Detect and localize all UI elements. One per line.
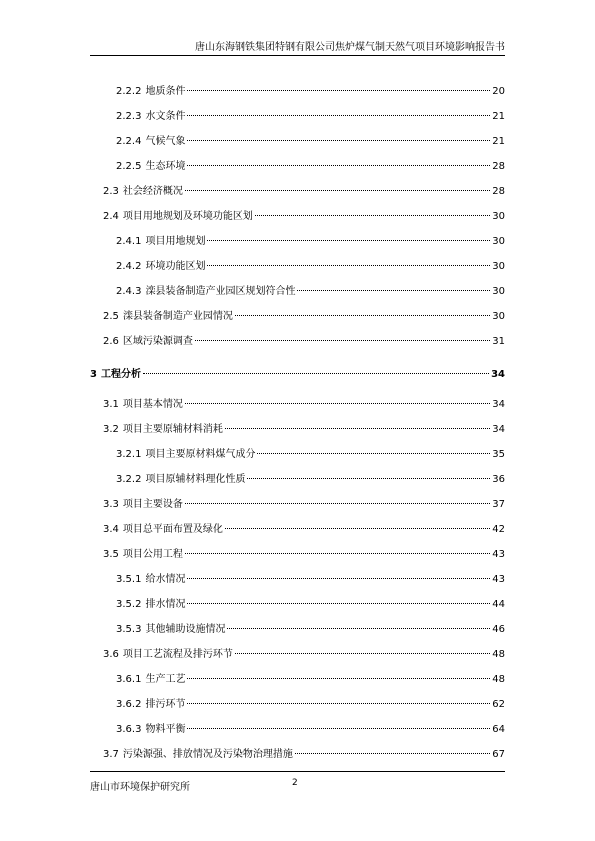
toc-dot-leader (225, 528, 490, 529)
toc-entry-title: 给水情况 (145, 574, 186, 585)
toc-entry[interactable] (116, 157, 505, 172)
toc-entry-page: 30 (492, 311, 505, 322)
toc-entry-number: 3.2 (103, 424, 119, 435)
toc-entry-page: 64 (492, 724, 505, 735)
footer-organization: 唐山市环境保护研究所 (90, 782, 190, 793)
toc-entry-page: 37 (492, 499, 505, 510)
toc-entry[interactable] (116, 232, 505, 247)
toc-entry-title: 排污环节 (145, 699, 186, 710)
toc-entry-title: 滦县装备制造产业园区规划符合性 (145, 286, 296, 297)
toc-entry-number: 2.2.5 (116, 161, 142, 172)
toc-entry-number: 2.4.3 (116, 286, 142, 297)
toc-entry-title: 项目用地规划及环境功能区划 (122, 211, 253, 222)
toc-entry-page: 43 (492, 574, 505, 585)
toc-entry-title: 排水情况 (145, 599, 186, 610)
toc-entry-page: 30 (492, 236, 505, 247)
toc-entry-title: 水文条件 (145, 111, 186, 122)
toc-entry[interactable] (103, 307, 505, 322)
toc-entry-number: 2.4 (103, 211, 119, 222)
toc-entry[interactable] (103, 332, 505, 347)
toc-entry[interactable] (103, 520, 505, 535)
toc-entry-page: 30 (492, 286, 505, 297)
toc-dot-leader (187, 115, 490, 116)
toc-entry-page: 67 (492, 749, 505, 760)
toc-dot-leader (185, 403, 490, 404)
toc-dot-leader (187, 703, 490, 704)
toc-entry-number: 3.5.3 (116, 624, 142, 635)
toc-entry-title: 项目基本情况 (122, 399, 183, 410)
toc-entry-title: 物料平衡 (145, 724, 186, 735)
toc-entry-title: 生态环境 (145, 161, 186, 172)
toc-entry-title: 项目原辅材料理化性质 (145, 474, 246, 485)
toc-entry[interactable] (103, 545, 505, 560)
toc-entry-page: 43 (492, 549, 505, 560)
toc-entry-number: 3.2.1 (116, 449, 142, 460)
toc-entry-number: 3.3 (103, 499, 119, 510)
toc-entry-number: 3.6 (103, 649, 119, 660)
toc-entry[interactable] (116, 720, 505, 735)
toc-entry-page: 36 (492, 474, 505, 485)
toc-entry-title: 项目总平面布置及绿化 (122, 524, 223, 535)
toc-dot-leader (187, 578, 490, 579)
toc-dot-leader (227, 628, 490, 629)
toc-dot-leader (225, 428, 490, 429)
toc-entry[interactable] (116, 620, 505, 635)
toc-entry-title: 项目主要原材料煤气成分 (145, 449, 256, 460)
toc-entry[interactable] (116, 82, 505, 97)
toc-entry-title: 滦县装备制造产业园情况 (122, 311, 233, 322)
footer-divider (90, 771, 505, 772)
toc-dot-leader (185, 503, 490, 504)
toc-entry[interactable] (116, 570, 505, 585)
toc-dot-leader (185, 190, 490, 191)
page-number: 2 (292, 778, 298, 788)
toc-entry-page: 48 (492, 649, 505, 660)
toc-entry-page: 62 (492, 699, 505, 710)
toc-entry-page: 34 (492, 399, 505, 410)
toc-entry-title: 环境功能区划 (145, 261, 206, 272)
toc-entry-number: 2.2.4 (116, 136, 142, 147)
toc-entry-number: 3.5.1 (116, 574, 142, 585)
toc-entry[interactable] (116, 470, 505, 485)
toc-entry-number: 3.6.1 (116, 674, 142, 685)
toc-entry-page: 44 (492, 599, 505, 610)
toc-dot-leader (187, 90, 490, 91)
toc-entry-title: 项目公用工程 (122, 549, 183, 560)
header-divider (90, 55, 505, 56)
toc-entry[interactable] (116, 695, 505, 710)
page-header: 唐山东海钢铁集团特钢有限公司焦炉煤气制天然气项目环境影响报告书 (195, 42, 505, 53)
toc-entry[interactable] (116, 282, 505, 297)
toc-entry-title: 项目工艺流程及排污环节 (122, 649, 233, 660)
toc-dot-leader (187, 140, 490, 141)
toc-entry[interactable] (116, 257, 505, 272)
toc-entry-number: 2.4.2 (116, 261, 142, 272)
toc-dot-leader (207, 265, 490, 266)
toc-entry-page: 34 (492, 424, 505, 435)
toc-entry-number: 3.6.2 (116, 699, 142, 710)
toc-entry-page: 48 (492, 674, 505, 685)
toc-entry-page: 34 (491, 369, 505, 380)
toc-entry-number: 3.7 (103, 749, 119, 760)
toc-entry-page: 46 (492, 624, 505, 635)
toc-entry[interactable] (116, 107, 505, 122)
toc-entry-page: 21 (492, 136, 505, 147)
toc-entry-title: 区域污染源调查 (122, 336, 193, 347)
toc-entry-number: 2.3 (103, 186, 119, 197)
toc-entry-number: 3.2.2 (116, 474, 142, 485)
toc-entry-page: 30 (492, 261, 505, 272)
toc-dot-leader (257, 453, 490, 454)
toc-entry-number: 3.4 (103, 524, 119, 535)
toc-dot-leader (235, 315, 490, 316)
toc-dot-leader (187, 678, 490, 679)
toc-dot-leader (187, 603, 490, 604)
toc-entry-number: 3.6.3 (116, 724, 142, 735)
toc-dot-leader (207, 240, 490, 241)
toc-entry-title: 项目主要原辅材料消耗 (122, 424, 223, 435)
toc-dot-leader (247, 478, 490, 479)
toc-dot-leader (255, 215, 490, 216)
toc-entry-title: 项目主要设备 (122, 499, 183, 510)
toc-entry-number: 3 (90, 369, 97, 380)
toc-entry[interactable] (116, 670, 505, 685)
toc-entry[interactable] (103, 207, 505, 222)
toc-entry-number: 3.5.2 (116, 599, 142, 610)
toc-entry-page: 20 (492, 86, 505, 97)
toc-entry-number: 2.6 (103, 336, 119, 347)
toc-entry[interactable] (90, 365, 505, 380)
toc-entry-page: 35 (492, 449, 505, 460)
toc-entry-title: 地质条件 (145, 86, 186, 97)
toc-entry[interactable] (103, 420, 505, 435)
toc-entry[interactable] (103, 645, 505, 660)
toc-dot-leader (195, 340, 490, 341)
toc-entry[interactable] (116, 595, 505, 610)
toc-entry-title: 项目用地规划 (145, 236, 206, 247)
toc-dot-leader (297, 290, 490, 291)
toc-dot-leader (143, 373, 489, 374)
toc-entry-page: 28 (492, 186, 505, 197)
toc-entry[interactable] (103, 182, 505, 197)
toc-dot-leader (295, 753, 490, 754)
toc-entry-title: 生产工艺 (145, 674, 186, 685)
toc-entry-page: 28 (492, 161, 505, 172)
toc-entry-title: 气候气象 (145, 136, 186, 147)
toc-entry-number: 2.5 (103, 311, 119, 322)
toc-dot-leader (235, 653, 490, 654)
toc-entry-title: 工程分析 (100, 369, 141, 380)
toc-entry[interactable] (103, 395, 505, 410)
toc-entry[interactable] (116, 445, 505, 460)
toc-entry-page: 21 (492, 111, 505, 122)
toc-entry-title: 污染源强、排放情况及污染物治理措施 (122, 749, 293, 760)
toc-dot-leader (185, 553, 490, 554)
toc-entry-page: 31 (492, 336, 505, 347)
toc-entry-number: 2.4.1 (116, 236, 142, 247)
toc-entry[interactable] (116, 132, 505, 147)
toc-entry-title: 其他辅助设施情况 (145, 624, 226, 635)
toc-dot-leader (187, 728, 490, 729)
toc-entry[interactable] (103, 745, 505, 760)
toc-dot-leader (187, 165, 490, 166)
toc-entry-number: 3.5 (103, 549, 119, 560)
toc-entry-title: 社会经济概况 (122, 186, 183, 197)
toc-entry-page: 42 (492, 524, 505, 535)
toc-entry[interactable] (103, 495, 505, 510)
toc-entry-number: 3.1 (103, 399, 119, 410)
toc-entry-number: 2.2.2 (116, 86, 142, 97)
toc-entry-number: 2.2.3 (116, 111, 142, 122)
toc-entry-page: 30 (492, 211, 505, 222)
